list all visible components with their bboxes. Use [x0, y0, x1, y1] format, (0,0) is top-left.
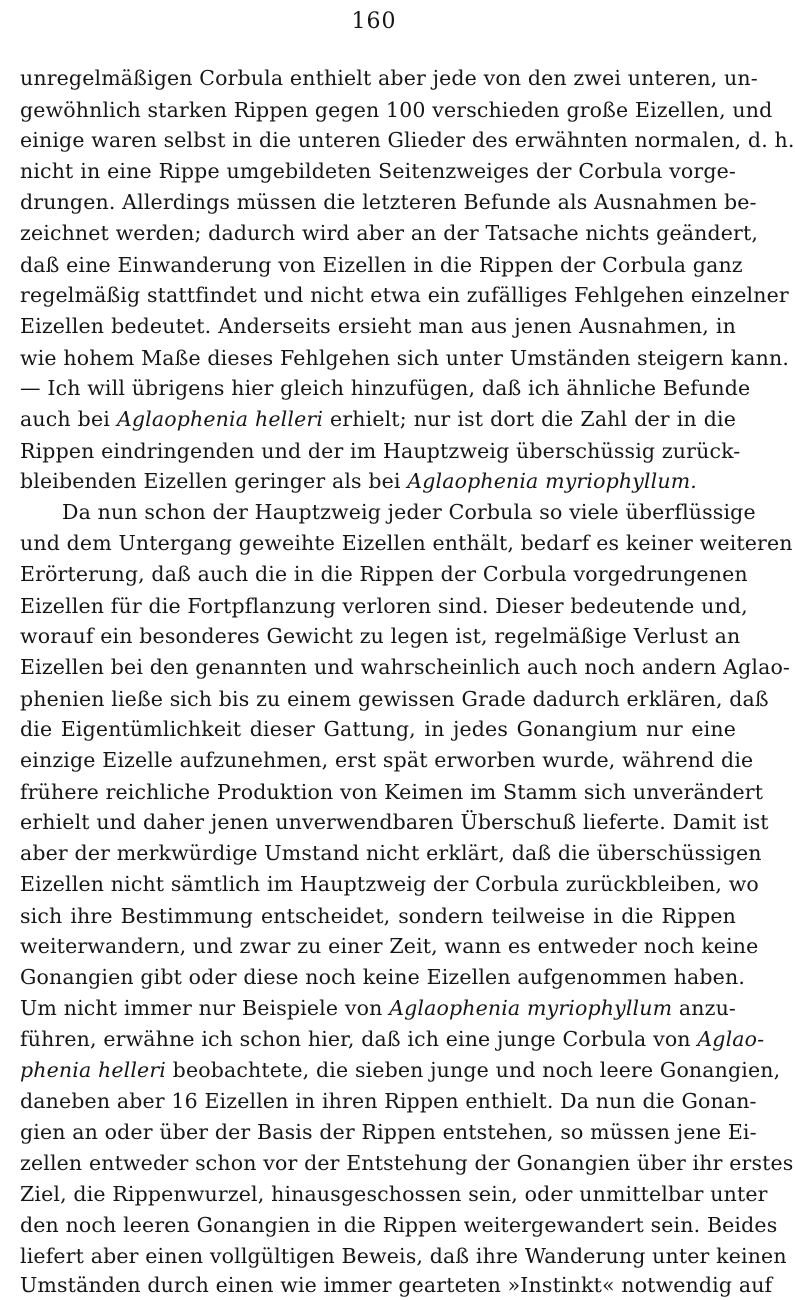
- text-line: [20, 1118, 757, 1146]
- text-line: [20, 994, 736, 1022]
- text-segment: Da nun schon der Hauptzweig jeder Corbula so viele überflüssige: [62, 500, 756, 524]
- text-line: [20, 405, 736, 433]
- text-segment: führen, erwähne ich schon hier, daß ich eine junge Corbula von: [20, 1027, 698, 1051]
- text-segment: drungen. Allerdings müssen die letzteren Befunde als Ausnahmen be-: [20, 190, 757, 214]
- text-line: [20, 374, 751, 402]
- text-segment: aber der merkwürdige Umstand nicht erklärt, daß die überschüssigen: [20, 841, 762, 865]
- text-line: [20, 870, 759, 898]
- text-line: [20, 344, 790, 372]
- italic-term: Aglaophenia myriophyllum.: [407, 469, 697, 493]
- text-line: [20, 437, 741, 465]
- text-segment: Um nicht immer nur Beispiele von: [20, 996, 390, 1020]
- text-line: [20, 653, 791, 681]
- text-segment: einzige Eizelle aufzunehmen, erst spät erworben wurde, während die: [20, 748, 754, 772]
- text-segment: sich ihre Bestimmung entscheidet, sondern teilweise in die Rippen: [20, 904, 736, 928]
- text-line: [20, 157, 736, 185]
- text-segment: gewöhnlich starken Rippen gegen 100 verschieden große Eizellen, und: [20, 98, 773, 122]
- text-line: [20, 281, 789, 309]
- text-line: [20, 685, 769, 713]
- page-number: 160: [351, 9, 397, 34]
- text-line: [20, 1242, 787, 1270]
- text-segment: gien an oder über der Basis der Rippen entstehen, so müssen jene Ei-: [20, 1120, 757, 1144]
- text-segment: Eizellen für die Fortpflanzung verloren sind. Dieser bedeutende und,: [20, 594, 748, 618]
- text-line: [20, 1271, 773, 1299]
- text-segment: Eizellen bedeutet. Anderseits ersieht man aus jenen Ausnahmen, in: [20, 314, 736, 338]
- text-line: [20, 126, 795, 154]
- text-line: [20, 1087, 757, 1115]
- text-segment: liefert aber einen vollgültigen Beweis, daß ihre Wanderung unter keinen: [20, 1244, 787, 1268]
- italic-term: Aglaophenia myriophyllum: [389, 996, 673, 1020]
- text-line: [20, 592, 748, 620]
- italic-term: phenia helleri: [20, 1058, 166, 1082]
- text-segment: zellen entweder schon vor der Entstehung der Gonangien über ihr erstes: [20, 1151, 794, 1175]
- text-line: [20, 1149, 794, 1177]
- text-segment: Eizellen nicht sämtlich im Hauptzweig der Corbula zurückbleiben, wo: [20, 872, 759, 896]
- text-line: [20, 251, 743, 279]
- text-segment: einige waren selbst in die unteren Glieder des erwähnten normalen, d. h.: [20, 128, 795, 152]
- text-segment: daß eine Einwanderung von Eizellen in die Rippen der Corbula ganz: [20, 253, 743, 277]
- text-segment: worauf ein besonderes Gewicht zu legen ist, regelmäßige Verlust an: [20, 624, 741, 648]
- text-line: [20, 1025, 765, 1053]
- text-line: [20, 188, 757, 216]
- text-segment: den noch leeren Gonangien in die Rippen weitergewandert sein. Beides: [20, 1213, 778, 1237]
- text-segment: auch bei: [20, 407, 117, 431]
- text-segment: Eizellen bei den genannten und wahrscheinlich auch noch andern Aglao-: [20, 655, 791, 679]
- text-segment: frühere reichliche Produktion von Keimen im Stamm sich unverändert: [20, 780, 764, 804]
- text-segment: anzu-: [672, 996, 736, 1020]
- text-line: [20, 902, 736, 930]
- text-segment: weiterwandern, und zwar zu einer Zeit, wann es entweder noch keine: [20, 934, 759, 958]
- text-segment: die Eigentümlichkeit dieser Gattung, in jedes Gonangium nur eine: [20, 717, 736, 741]
- text-line: [20, 1211, 778, 1239]
- text-line: [20, 746, 754, 774]
- text-line: [20, 64, 758, 92]
- text-segment: bleibenden Eizellen geringer als bei: [20, 469, 408, 493]
- text-segment: Rippen eindringenden und der im Hauptzweig überschüssig zurück-: [20, 439, 741, 463]
- text-segment: zeichnet werden; dadurch wird aber an der Tatsache nichts geändert,: [20, 221, 759, 245]
- text-segment: daneben aber 16 Eizellen in ihren Rippen enthielt. Da nun die Gonan-: [20, 1089, 757, 1113]
- text-line: [20, 778, 764, 806]
- text-line: [20, 467, 736, 495]
- italic-term: Aglaophenia helleri: [116, 407, 324, 431]
- text-segment: und dem Untergang geweihte Eizellen enthält, bedarf es keiner weiteren: [20, 531, 793, 555]
- text-line: [20, 715, 736, 743]
- text-line: [20, 312, 736, 340]
- text-segment: Ziel, die Rippenwurzel, hinausgeschossen sein, oder unmittelbar unter: [20, 1182, 768, 1206]
- text-segment: wie hohem Maße dieses Fehlgehen sich unter Umständen steigern kann.: [20, 346, 790, 370]
- text-line: [20, 932, 759, 960]
- text-segment: Gonangien gibt oder diese noch keine Eizellen aufgenommen haben.: [20, 965, 745, 989]
- text-line: [20, 622, 741, 650]
- text-segment: Umständen durch einen wie immer gearteten »Instinkt« notwendig auf: [20, 1273, 773, 1297]
- text-line: [62, 498, 756, 526]
- text-line: [20, 839, 762, 867]
- text-line: [20, 808, 769, 836]
- text-segment: regelmäßig stattfindet und nicht etwa ein zufälliges Fehlgehen einzelner: [20, 283, 789, 307]
- text-segment: Erörterung, daß auch die in die Rippen der Corbula vorgedrungenen: [20, 562, 748, 586]
- text-line: [20, 1180, 768, 1208]
- text-line: [20, 1056, 781, 1084]
- text-segment: unregelmäßigen Corbula enthielt aber jede von den zwei unteren, un-: [20, 66, 758, 90]
- text-segment: beobachtete, die sieben junge und noch leere Gonangien,: [166, 1058, 781, 1082]
- text-segment: — Ich will übrigens hier gleich hinzufügen, daß ich ähnliche Befunde: [20, 376, 751, 400]
- text-segment: phenien ließe sich bis zu einem gewissen Grade dadurch erklären, daß: [20, 687, 769, 711]
- text-segment: erhielt und daher jenen unverwendbaren Überschuß lieferte. Damit ist: [20, 810, 769, 834]
- text-line: [20, 96, 773, 124]
- text-segment: nicht in eine Rippe umgebildeten Seitenzweiges der Corbula vorge-: [20, 159, 736, 183]
- text-line: [20, 529, 793, 557]
- italic-term: Aglao-: [697, 1027, 765, 1051]
- text-line: [20, 219, 759, 247]
- text-segment: erhielt; nur ist dort die Zahl der in die: [323, 407, 737, 431]
- text-line: [20, 963, 745, 991]
- text-line: [20, 560, 748, 588]
